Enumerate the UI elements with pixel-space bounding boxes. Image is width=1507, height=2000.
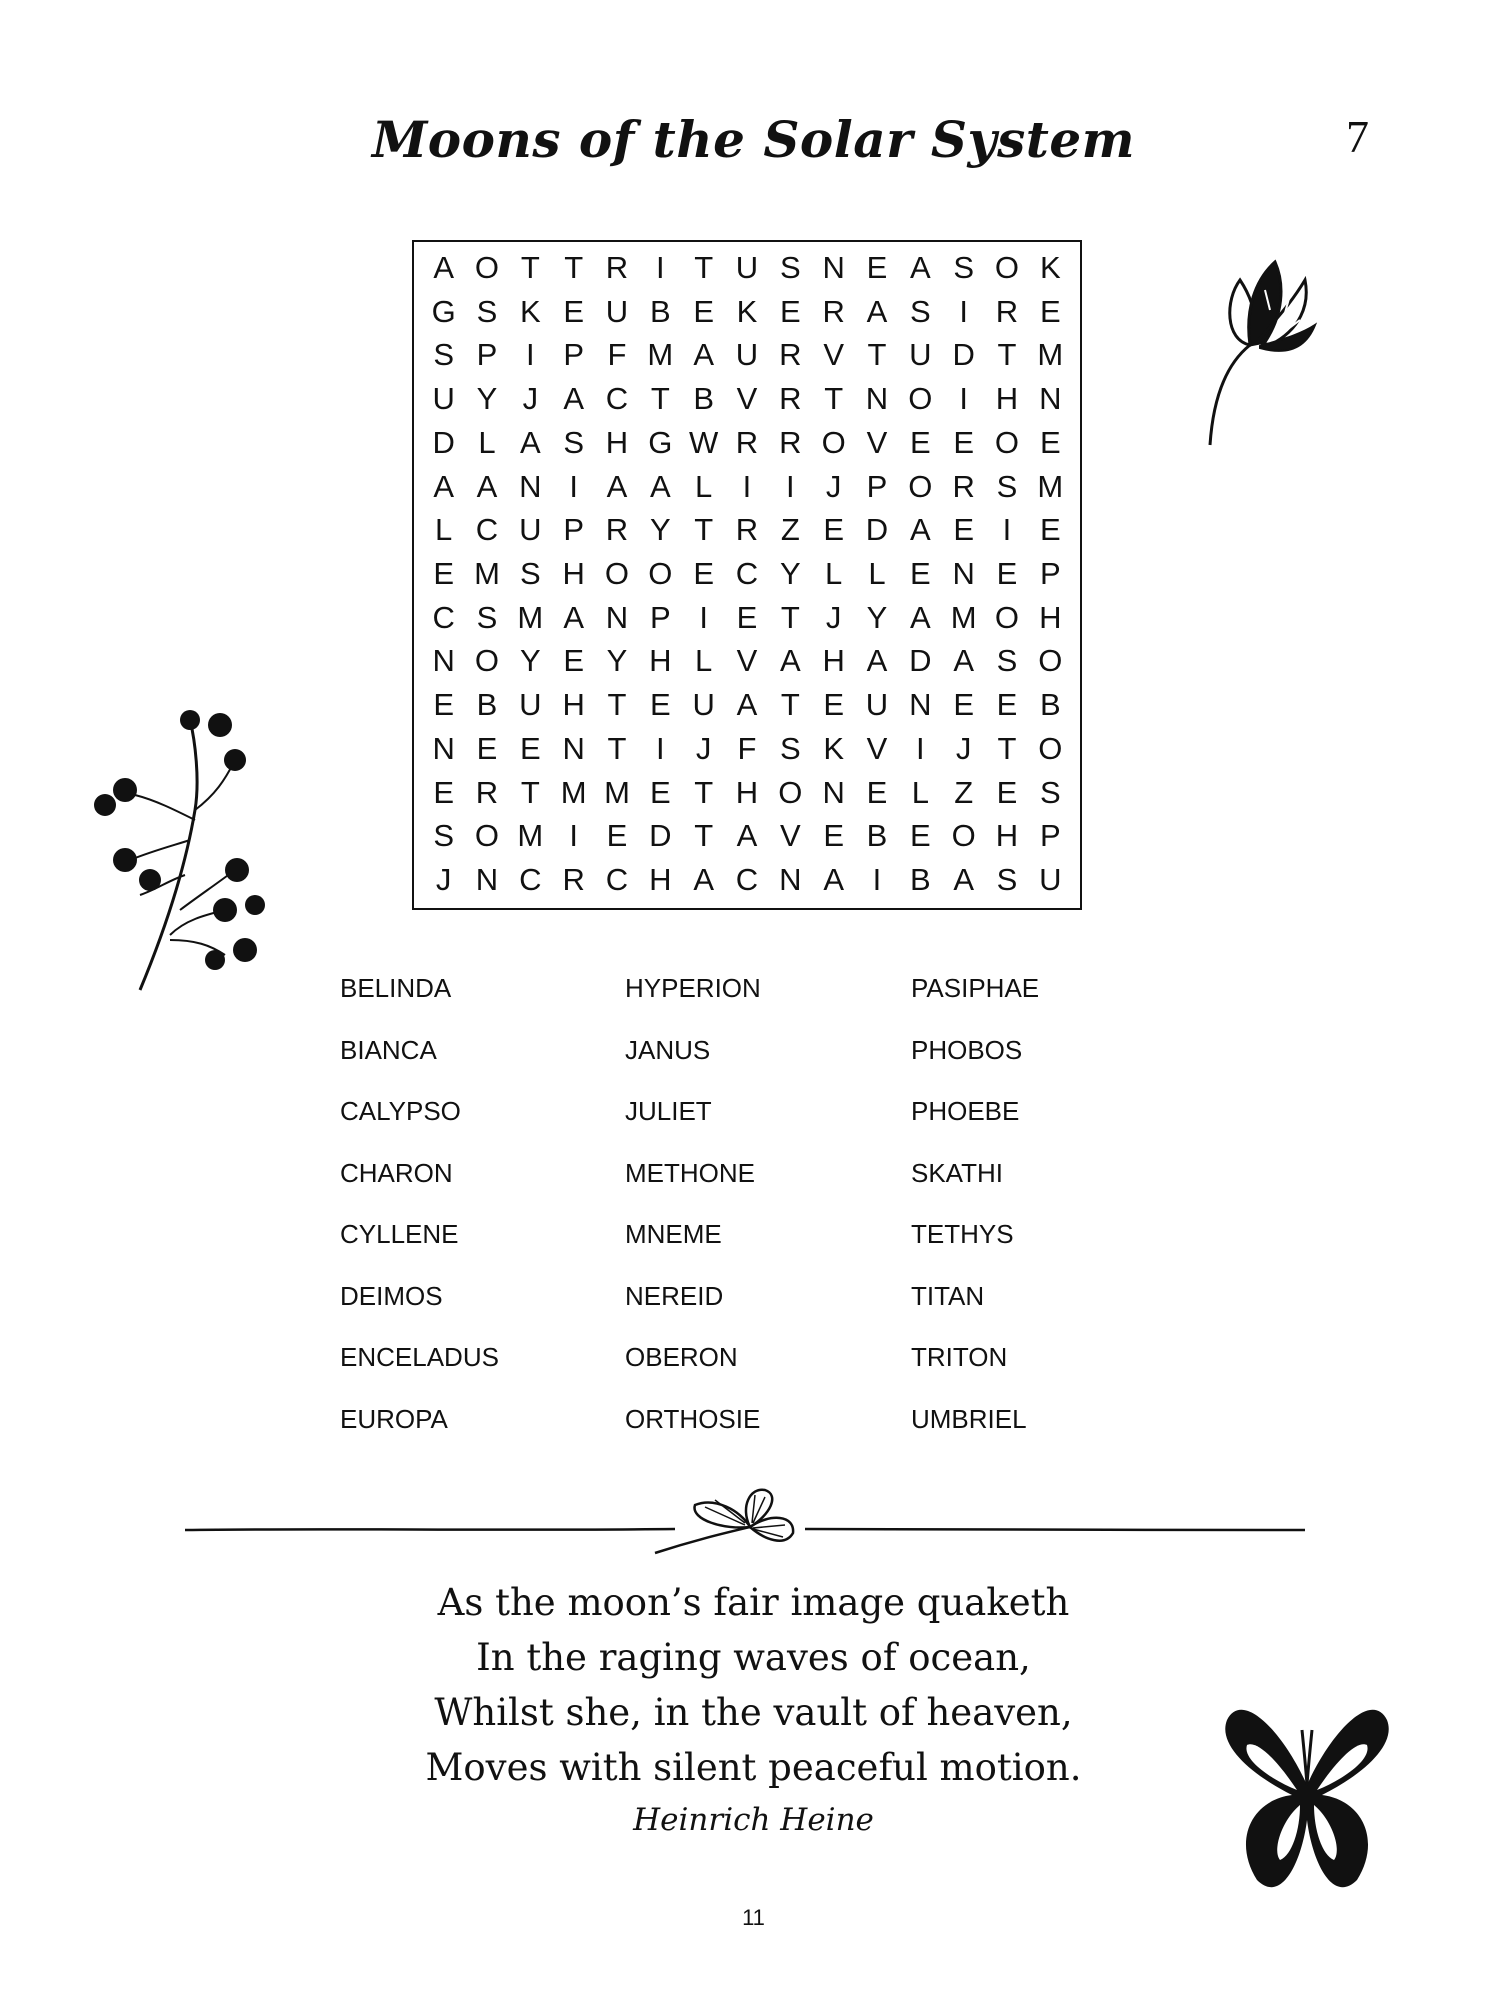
grid-letter: V (736, 643, 758, 679)
grid-letter: R (605, 512, 629, 548)
word-list-item: JANUS (625, 1034, 711, 1065)
grid-letter: A (693, 337, 714, 373)
grid-letter: M (950, 599, 977, 635)
grid-letter: O (994, 424, 1020, 460)
grid-letter: M (474, 555, 500, 591)
grid-letter: O (908, 381, 933, 417)
word-list-item: HYPERION (625, 973, 761, 1003)
grid-letter: S (996, 862, 1018, 898)
grid-letter: T (997, 730, 1017, 766)
grid-letter: S (953, 249, 974, 285)
grid-letter: S (476, 599, 498, 635)
grid-letter: U (519, 687, 542, 723)
grid-letter: F (737, 730, 757, 766)
word-list-item: ORTHOSIE (625, 1403, 761, 1434)
grid-letter: H (562, 687, 585, 723)
word-list-item: JULIET (625, 1096, 712, 1126)
grid-letter: E (909, 555, 931, 591)
grid-letter: V (866, 424, 888, 460)
word-list-item: PHOEBE (911, 1096, 1020, 1126)
grid-letter: A (866, 643, 888, 679)
grid-letter: J (695, 730, 712, 766)
grid-letter: E (563, 643, 584, 679)
grid-letter: E (433, 774, 454, 810)
word-list-item: UMBRIEL (911, 1403, 1027, 1434)
grid-letter: E (476, 730, 498, 766)
grid-letter: N (779, 862, 802, 898)
poem-line: Moves with silent peaceful motion. (425, 1746, 1082, 1789)
grid-letter: H (995, 381, 1019, 417)
grid-letter: P (649, 599, 671, 635)
puzzle-number: 7 (1346, 111, 1369, 162)
poem-line: As the moon’s fair image quaketh (437, 1581, 1070, 1624)
grid-letter: E (953, 512, 974, 548)
grid-letter: P (1039, 555, 1061, 591)
grid-letter: O (1038, 643, 1063, 679)
grid-letter: E (823, 687, 844, 723)
grid-letter: U (519, 512, 542, 548)
grid-letter: A (563, 599, 584, 635)
grid-letter: T (997, 337, 1017, 373)
grid-letter: H (995, 818, 1019, 854)
grid-letter: A (693, 862, 714, 898)
grid-letter: O (821, 424, 846, 460)
word-list-item: CHARON (340, 1157, 453, 1188)
grid-letter: P (1039, 818, 1061, 854)
grid-letter: A (649, 468, 671, 504)
grid-letter: L (695, 468, 713, 504)
grid-letter: E (996, 774, 1018, 810)
grid-letter: T (520, 249, 540, 285)
grid-letter: E (996, 555, 1018, 591)
grid-letter: E (823, 818, 844, 854)
grid-letter: E (953, 424, 974, 460)
grid-letter: S (563, 424, 584, 460)
grid-letter: S (779, 730, 801, 766)
grid-letter: L (695, 643, 713, 679)
word-list-item: TRITON (911, 1342, 1008, 1372)
grid-letter: P (563, 512, 584, 548)
grid-letter: L (478, 424, 496, 460)
grid-letter: M (517, 818, 544, 854)
grid-letter: C (605, 862, 629, 898)
grid-letter: N (952, 555, 975, 591)
grid-letter: H (1039, 599, 1062, 635)
grid-letter: N (432, 730, 455, 766)
grid-letter: Y (476, 381, 498, 417)
grid-letter: I (1002, 512, 1012, 548)
grid-letter: E (823, 512, 844, 548)
grid-letter: J (435, 862, 452, 898)
grid-letter: T (780, 599, 800, 635)
grid-letter: J (522, 381, 539, 417)
grid-letter: D (909, 643, 932, 679)
grid-letter: I (656, 730, 665, 766)
grid-letter: I (786, 468, 795, 504)
grid-letter: N (605, 599, 629, 635)
grid-letter: D (952, 337, 975, 373)
grid-letter: Y (649, 512, 671, 548)
grid-letter: V (823, 337, 844, 373)
grid-letter: B (866, 818, 888, 854)
grid-letter: I (916, 730, 925, 766)
grid-letter: Y (779, 555, 801, 591)
grid-letter: E (649, 687, 671, 723)
grid-letter: W (689, 424, 719, 460)
grid-letter: A (563, 381, 584, 417)
grid-letter: I (872, 862, 882, 898)
grid-letter: O (474, 818, 500, 854)
grid-letter: O (648, 555, 673, 591)
grid-letter: Y (519, 643, 541, 679)
grid-letter: C (735, 862, 759, 898)
grid-letter: V (779, 818, 801, 854)
word-list-item: PHOBOS (911, 1034, 1023, 1065)
grid-letter: R (735, 512, 759, 548)
grid-letter: L (435, 512, 453, 548)
grid-letter: E (779, 293, 801, 329)
grid-letter: I (526, 337, 535, 373)
grid-letter: I (569, 818, 578, 854)
grid-letter: Z (954, 774, 974, 810)
word-list-item: CYLLENE (340, 1219, 459, 1249)
grid-letter: L (825, 555, 843, 591)
grid-letter: S (519, 555, 541, 591)
grid-letter: M (1037, 337, 1064, 373)
grid-letter: R (475, 774, 499, 810)
grid-letter: N (562, 730, 585, 766)
grid-letter: D (432, 424, 455, 460)
grid-letter: P (476, 337, 498, 373)
grid-letter: M (647, 337, 674, 373)
grid-letter: A (909, 512, 931, 548)
grid-letter: F (607, 337, 627, 373)
grid-letter: E (736, 599, 758, 635)
grid-letter: R (952, 468, 975, 504)
grid-letter: M (1037, 468, 1064, 504)
grid-letter: B (649, 293, 671, 329)
grid-letter: U (735, 337, 759, 373)
poem-line: In the raging waves of ocean, (476, 1636, 1031, 1679)
grid-letter: O (604, 555, 630, 591)
grid-letter: A (779, 643, 801, 679)
word-list-item: MNEME (625, 1219, 722, 1249)
grid-letter: H (649, 643, 672, 679)
grid-letter: T (824, 381, 844, 417)
grid-letter: T (694, 818, 714, 854)
grid-letter: D (649, 818, 672, 854)
grid-letter: T (650, 381, 670, 417)
grid-letter: H (649, 862, 672, 898)
grid-letter: A (909, 599, 931, 635)
grid-letter: N (865, 381, 889, 417)
grid-letter: S (433, 337, 454, 373)
grid-letter: I (699, 599, 708, 635)
grid-letter: N (822, 249, 845, 285)
grid-letter: O (474, 249, 500, 285)
grid-letter: V (736, 381, 758, 417)
grid-letter: U (865, 687, 889, 723)
grid-letter: I (959, 381, 968, 417)
grid-letter: S (433, 818, 454, 854)
grid-letter: V (866, 730, 888, 766)
word-list-item: EUROPA (340, 1403, 448, 1434)
grid-letter: E (693, 555, 714, 591)
grid-letter: S (779, 249, 801, 285)
grid-letter: N (909, 687, 932, 723)
word-list-item: CALYPSO (340, 1096, 461, 1126)
grid-letter: A (909, 249, 931, 285)
grid-letter: T (607, 730, 627, 766)
grid-letter: N (432, 643, 455, 679)
grid-letter: A (953, 862, 974, 898)
grid-letter: C (475, 512, 499, 548)
word-list-item: TITAN (911, 1280, 985, 1311)
grid-letter: E (953, 687, 974, 723)
grid-letter: U (735, 249, 759, 285)
grid-letter: C (605, 381, 629, 417)
page-title: Moons of the Solar System (371, 110, 1136, 169)
grid-letter: O (908, 468, 933, 504)
grid-letter: E (649, 774, 671, 810)
grid-letter: A (823, 862, 844, 898)
grid-letter: I (959, 293, 968, 329)
grid-letter: I (742, 468, 752, 504)
grid-letter: C (519, 862, 542, 898)
grid-letter: A (866, 293, 888, 329)
word-list-item: TETHYS (911, 1219, 1014, 1249)
grid-letter: Y (866, 599, 888, 635)
grid-letter: U (692, 687, 715, 723)
grid-letter: E (433, 687, 454, 723)
grid-letter: E (909, 424, 931, 460)
grid-letter: E (996, 687, 1018, 723)
grid-letter: L (911, 774, 929, 810)
grid-letter: K (519, 293, 541, 329)
grid-letter: H (562, 555, 585, 591)
grid-letter: P (866, 468, 888, 504)
grid-letter: R (995, 293, 1019, 329)
grid-letter: B (693, 381, 714, 417)
grid-letter: M (560, 774, 587, 810)
grid-letter: A (736, 687, 758, 723)
grid-letter: B (909, 862, 931, 898)
grid-letter: T (520, 774, 540, 810)
grid-letter: O (1038, 730, 1063, 766)
grid-letter: U (432, 381, 455, 417)
grid-letter: I (569, 468, 578, 504)
grid-letter: K (1039, 249, 1061, 285)
grid-letter: A (606, 468, 628, 504)
berry-branch-icon (85, 700, 285, 1000)
grid-letter: K (823, 730, 844, 766)
grid-letter: E (909, 818, 931, 854)
grid-letter: P (563, 337, 584, 373)
grid-letter: B (476, 687, 498, 723)
grid-letter: S (996, 468, 1018, 504)
grid-letter: N (1039, 381, 1062, 417)
page-number: 11 (742, 1905, 765, 1930)
word-list-item: ENCELADUS (340, 1342, 499, 1372)
grid-letter: I (656, 249, 665, 285)
grid-letter: S (476, 293, 498, 329)
grid-letter: O (951, 818, 976, 854)
tulip-flower-icon (1195, 250, 1325, 450)
grid-letter: E (1039, 424, 1061, 460)
grid-letter: R (562, 862, 585, 898)
grid-letter: T (867, 337, 887, 373)
grid-letter: J (825, 468, 842, 504)
word-list-item: NEREID (625, 1280, 724, 1311)
word-list-item: PASIPHAE (911, 973, 1040, 1003)
grid-letter: T (564, 249, 584, 285)
grid-letter: O (474, 643, 500, 679)
grid-letter: R (735, 424, 759, 460)
grid-letter: A (476, 468, 498, 504)
grid-letter: J (825, 599, 842, 635)
grid-letter: Z (780, 512, 800, 548)
grid-letter: E (1039, 512, 1061, 548)
grid-letter: M (604, 774, 630, 810)
grid-letter: A (736, 818, 758, 854)
grid-letter: N (475, 862, 499, 898)
grid-letter: J (955, 730, 972, 766)
grid-letter: A (519, 424, 541, 460)
grid-letter: Y (606, 643, 628, 679)
grid-letter: S (909, 293, 931, 329)
grid-letter: R (605, 249, 629, 285)
grid-letter: O (994, 249, 1020, 285)
grid-letter: T (694, 512, 714, 548)
poem-author: Heinrich Heine (633, 1802, 874, 1838)
grid-letter: E (693, 293, 714, 329)
divider-with-clover (185, 1485, 1305, 1555)
grid-letter: T (607, 687, 627, 723)
word-list-item: BELINDA (340, 973, 452, 1003)
grid-letter: C (735, 555, 759, 591)
grid-letter: L (868, 555, 886, 591)
word-list-item: METHONE (625, 1157, 755, 1188)
grid-letter: U (1039, 862, 1062, 898)
grid-letter: U (909, 337, 932, 373)
grid-letter: R (779, 424, 802, 460)
grid-letter: O (778, 774, 803, 810)
clover-leaf-icon (655, 1490, 793, 1553)
grid-letter: E (563, 293, 584, 329)
grid-letter: D (865, 512, 889, 548)
grid-letter: T (694, 774, 714, 810)
grid-letter: O (994, 599, 1020, 635)
grid-letter: M (517, 599, 544, 635)
grid-letter: S (996, 643, 1018, 679)
grid-letter: B (1039, 687, 1061, 723)
grid-letter: G (648, 424, 673, 460)
word-list-item: OBERON (625, 1342, 738, 1372)
grid-letter: U (605, 293, 629, 329)
grid-letter: R (779, 337, 802, 373)
grid-letter: A (433, 249, 454, 285)
grid-letter: E (606, 818, 628, 854)
butterfly-icon (1222, 1690, 1392, 1905)
grid-letter: E (866, 249, 888, 285)
grid-letter: E (866, 774, 888, 810)
grid-letter: R (779, 381, 802, 417)
grid-letter: N (519, 468, 542, 504)
word-search-grid (412, 240, 1082, 910)
grid-letter: C (432, 599, 455, 635)
grid-letter: A (433, 468, 454, 504)
grid-letter: G (431, 293, 456, 329)
grid-letter: H (605, 424, 629, 460)
grid-letter: E (433, 555, 454, 591)
poem-line: Whilst she, in the vault of heaven, (434, 1691, 1073, 1734)
grid-letter: E (1039, 293, 1061, 329)
word-list-item: BIANCA (340, 1034, 437, 1065)
grid-letter: R (822, 293, 845, 329)
grid-letter: N (822, 774, 845, 810)
grid-letter: H (822, 643, 845, 679)
grid-letter: A (953, 643, 974, 679)
grid-letter: H (735, 774, 759, 810)
grid-letter: E (519, 730, 541, 766)
grid-letter: K (736, 293, 758, 329)
word-list (340, 968, 1140, 1460)
word-list-item: SKATHI (911, 1157, 1003, 1188)
grid-letter: S (1039, 774, 1061, 810)
grid-letter: T (780, 687, 800, 723)
grid-letter: T (694, 249, 714, 285)
word-list-item: DEIMOS (340, 1280, 443, 1311)
